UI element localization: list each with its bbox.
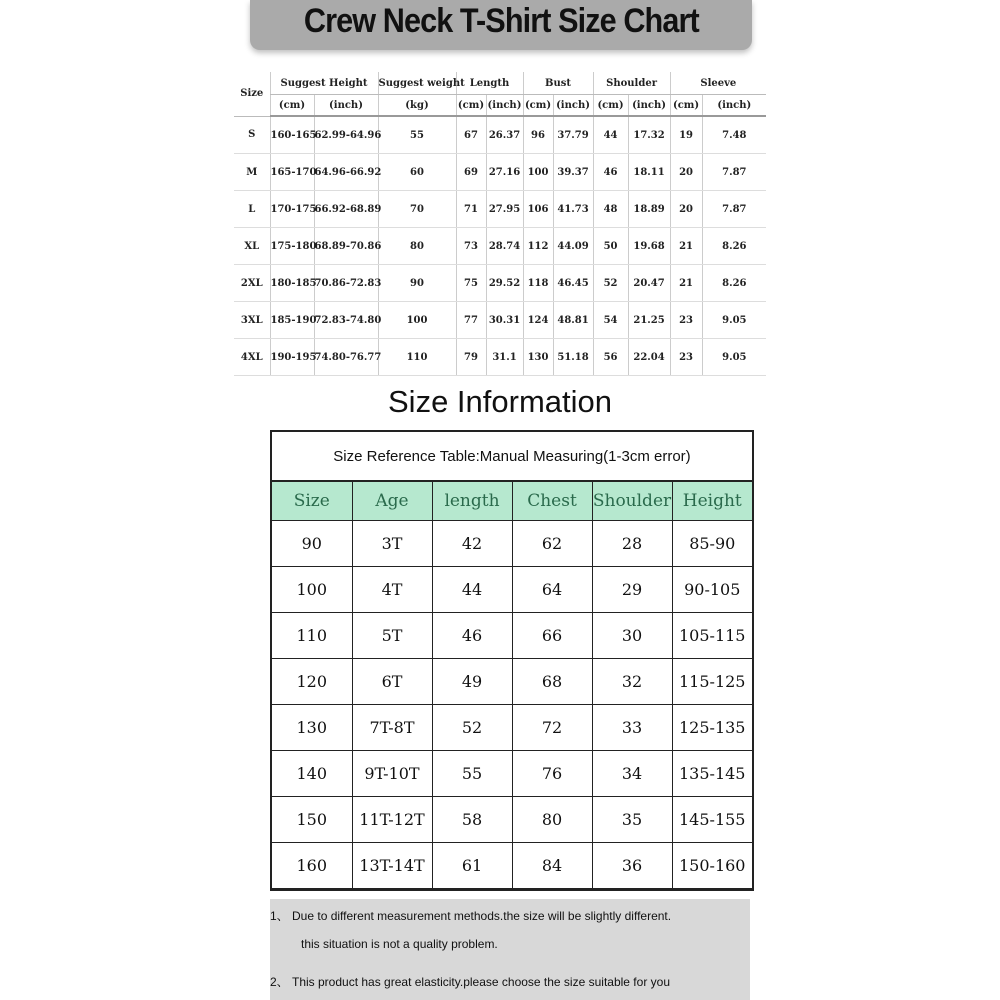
kids-table-grid — [272, 482, 752, 889]
table-cell: 105-115 — [672, 613, 752, 659]
table-cell: 124 — [523, 302, 553, 339]
table-cell: 160 — [272, 843, 352, 889]
table-cell: 21.25 — [628, 302, 670, 339]
size-header: Size — [234, 72, 270, 116]
table-cell: 4XL — [234, 339, 270, 376]
table-cell: 96 — [523, 116, 553, 154]
column-header: Chest — [512, 482, 592, 521]
group-header: Length — [456, 72, 523, 95]
table-cell: 34 — [592, 751, 672, 797]
table-cell: 4T — [352, 567, 432, 613]
note-line: this situation is not a quality problem. — [301, 937, 498, 951]
table-cell: 31.1 — [486, 339, 523, 376]
table-cell: 80 — [378, 228, 456, 265]
column-header: length — [432, 482, 512, 521]
table-cell: 35 — [592, 797, 672, 843]
table-cell: 36 — [592, 843, 672, 889]
table-cell: 72.83-74.80 — [314, 302, 378, 339]
table-row — [234, 302, 766, 339]
table-cell: 58 — [432, 797, 512, 843]
table-row — [272, 705, 752, 751]
table-cell: 44 — [593, 116, 628, 154]
table-cell: 22.04 — [628, 339, 670, 376]
table-cell: 19 — [670, 116, 702, 154]
table-cell: 84 — [512, 843, 592, 889]
table-cell: 30 — [592, 613, 672, 659]
table-row — [272, 521, 752, 567]
table-cell: 64.96-66.92 — [314, 154, 378, 191]
table-cell: 3XL — [234, 302, 270, 339]
unit-header: (inch) — [702, 95, 766, 117]
table-cell: 27.16 — [486, 154, 523, 191]
column-header: Shoulder — [592, 482, 672, 521]
table-cell: 54 — [593, 302, 628, 339]
unit-header: (cm) — [670, 95, 702, 117]
title-banner — [250, 0, 752, 50]
table-cell: M — [234, 154, 270, 191]
table-cell: 145-155 — [672, 797, 752, 843]
table-cell: 21 — [670, 265, 702, 302]
table-cell: 5T — [352, 613, 432, 659]
table-cell: 41.73 — [553, 191, 593, 228]
table-cell: 9.05 — [702, 302, 766, 339]
table-cell: 90 — [378, 265, 456, 302]
table-cell: 68.89-70.86 — [314, 228, 378, 265]
column-header: Size — [272, 482, 352, 521]
table-cell: 180-185 — [270, 265, 314, 302]
table-cell: 80 — [512, 797, 592, 843]
table-cell: 165-170 — [270, 154, 314, 191]
table-cell: 37.79 — [553, 116, 593, 154]
table-cell: 11T-12T — [352, 797, 432, 843]
column-header: Age — [352, 482, 432, 521]
table-cell: 140 — [272, 751, 352, 797]
table-caption: Size Reference Table:Manual Measuring(1-3cm error) — [272, 432, 752, 482]
table-cell: 170-175 — [270, 191, 314, 228]
table-cell: 60 — [378, 154, 456, 191]
table-cell: 175-180 — [270, 228, 314, 265]
note-line: 1、 Due to different measurement methods.the size will be slightly different. — [270, 909, 672, 923]
table-cell: 160-165 — [270, 116, 314, 154]
table-cell: 100 — [378, 302, 456, 339]
table-cell: 76 — [512, 751, 592, 797]
table-cell: 2XL — [234, 265, 270, 302]
table-cell: 46.45 — [553, 265, 593, 302]
note-line: 2、 This product has great elasticity.please choose the size suitable for you — [270, 975, 670, 989]
table-cell: 8.26 — [702, 265, 766, 302]
table-cell: 26.37 — [486, 116, 523, 154]
table-cell: 7.87 — [702, 191, 766, 228]
table-cell: 112 — [523, 228, 553, 265]
table-cell: 135-145 — [672, 751, 752, 797]
table-cell: 51.18 — [553, 339, 593, 376]
table-cell: 49 — [432, 659, 512, 705]
table-cell: 90 — [272, 521, 352, 567]
table-cell: 29 — [592, 567, 672, 613]
table-cell: 9T-10T — [352, 751, 432, 797]
table-cell: 18.89 — [628, 191, 670, 228]
table-cell: 20.47 — [628, 265, 670, 302]
table-cell: 69 — [456, 154, 486, 191]
group-header: Shoulder — [593, 72, 670, 95]
table-cell: 28 — [592, 521, 672, 567]
table-cell: 71 — [456, 191, 486, 228]
table-cell: S — [234, 116, 270, 154]
table-cell: 7.87 — [702, 154, 766, 191]
table-cell: 130 — [523, 339, 553, 376]
table-row — [272, 613, 752, 659]
table-row — [234, 265, 766, 302]
table-row — [272, 797, 752, 843]
table-cell: 28.74 — [486, 228, 523, 265]
table-cell: 125-135 — [672, 705, 752, 751]
table-cell: 61 — [432, 843, 512, 889]
table-cell: 19.68 — [628, 228, 670, 265]
table-cell: 27.95 — [486, 191, 523, 228]
table-cell: 67 — [456, 116, 486, 154]
adult-size-table — [234, 72, 766, 376]
table-cell: 13T-14T — [352, 843, 432, 889]
table-cell: 18.11 — [628, 154, 670, 191]
table-cell: 17.32 — [628, 116, 670, 154]
table-cell: 44 — [432, 567, 512, 613]
table-cell: 52 — [432, 705, 512, 751]
unit-header: (cm) — [593, 95, 628, 117]
table-cell: 64 — [512, 567, 592, 613]
table-row — [272, 751, 752, 797]
table-cell: 100 — [272, 567, 352, 613]
table-cell: 32 — [592, 659, 672, 705]
table-cell: 42 — [432, 521, 512, 567]
table-cell: 115-125 — [672, 659, 752, 705]
table-cell: 20 — [670, 191, 702, 228]
table-cell: 150 — [272, 797, 352, 843]
table-cell: 79 — [456, 339, 486, 376]
table-cell: 68 — [512, 659, 592, 705]
table-cell: 73 — [456, 228, 486, 265]
table-cell: 23 — [670, 302, 702, 339]
table-row — [234, 116, 766, 154]
table-cell: 33 — [592, 705, 672, 751]
table-cell: 6T — [352, 659, 432, 705]
table-row — [234, 154, 766, 191]
table-cell: 46 — [593, 154, 628, 191]
group-header: Bust — [523, 72, 593, 95]
table-cell: 70 — [378, 191, 456, 228]
unit-header: (cm) — [270, 95, 314, 117]
table-row — [272, 567, 752, 613]
table-cell: 23 — [670, 339, 702, 376]
table-row — [234, 339, 766, 376]
table-cell: 106 — [523, 191, 553, 228]
table-cell: 190-195 — [270, 339, 314, 376]
table-cell: 30.31 — [486, 302, 523, 339]
unit-header: (inch) — [486, 95, 523, 117]
column-header: Height — [672, 482, 752, 521]
table-cell: 9.05 — [702, 339, 766, 376]
table-cell: 48 — [593, 191, 628, 228]
table-cell: 185-190 — [270, 302, 314, 339]
table-cell: 62.99-64.96 — [314, 116, 378, 154]
table-cell: 72 — [512, 705, 592, 751]
table-cell: 66 — [512, 613, 592, 659]
kids-size-table — [270, 430, 754, 891]
table-cell: 110 — [378, 339, 456, 376]
unit-header: (inch) — [553, 95, 593, 117]
group-header: Sleeve — [670, 72, 766, 95]
table-cell: 39.37 — [553, 154, 593, 191]
table-cell: 120 — [272, 659, 352, 705]
table-cell: 66.92-68.89 — [314, 191, 378, 228]
table-cell: 50 — [593, 228, 628, 265]
page-title: Crew Neck T-Shirt Size Chart — [303, 1, 699, 40]
table-cell: 100 — [523, 154, 553, 191]
unit-header: (kg) — [378, 95, 456, 117]
unit-header: (cm) — [456, 95, 486, 117]
table-cell: 55 — [378, 116, 456, 154]
table-cell: 75 — [456, 265, 486, 302]
group-header: Suggest weight — [378, 72, 456, 95]
table-cell: 48.81 — [553, 302, 593, 339]
table-cell: 8.26 — [702, 228, 766, 265]
table-cell: 56 — [593, 339, 628, 376]
unit-header: (inch) — [314, 95, 378, 117]
table-cell: 118 — [523, 265, 553, 302]
table-cell: 3T — [352, 521, 432, 567]
table-row — [234, 191, 766, 228]
table-cell: 85-90 — [672, 521, 752, 567]
table-row — [234, 228, 766, 265]
unit-header: (inch) — [628, 95, 670, 117]
table-cell: 70.86-72.83 — [314, 265, 378, 302]
table-cell: 150-160 — [672, 843, 752, 889]
table-cell: 62 — [512, 521, 592, 567]
table-cell: 46 — [432, 613, 512, 659]
size-information-title: Size Information — [388, 384, 612, 419]
group-header: Suggest Height — [270, 72, 378, 95]
table-cell: 74.80-76.77 — [314, 339, 378, 376]
table-cell: 29.52 — [486, 265, 523, 302]
table-cell: 130 — [272, 705, 352, 751]
table-cell: 7.48 — [702, 116, 766, 154]
unit-header: (cm) — [523, 95, 553, 117]
table-cell: 52 — [593, 265, 628, 302]
table-cell: 20 — [670, 154, 702, 191]
table-row — [272, 843, 752, 889]
table-cell: 21 — [670, 228, 702, 265]
table-cell: 7T-8T — [352, 705, 432, 751]
table-cell: 77 — [456, 302, 486, 339]
table-cell: 55 — [432, 751, 512, 797]
table-cell: 110 — [272, 613, 352, 659]
table-cell: 44.09 — [553, 228, 593, 265]
table-cell: 90-105 — [672, 567, 752, 613]
table-cell: L — [234, 191, 270, 228]
table-row — [272, 659, 752, 705]
table-cell: XL — [234, 228, 270, 265]
notes-panel — [270, 899, 750, 1000]
